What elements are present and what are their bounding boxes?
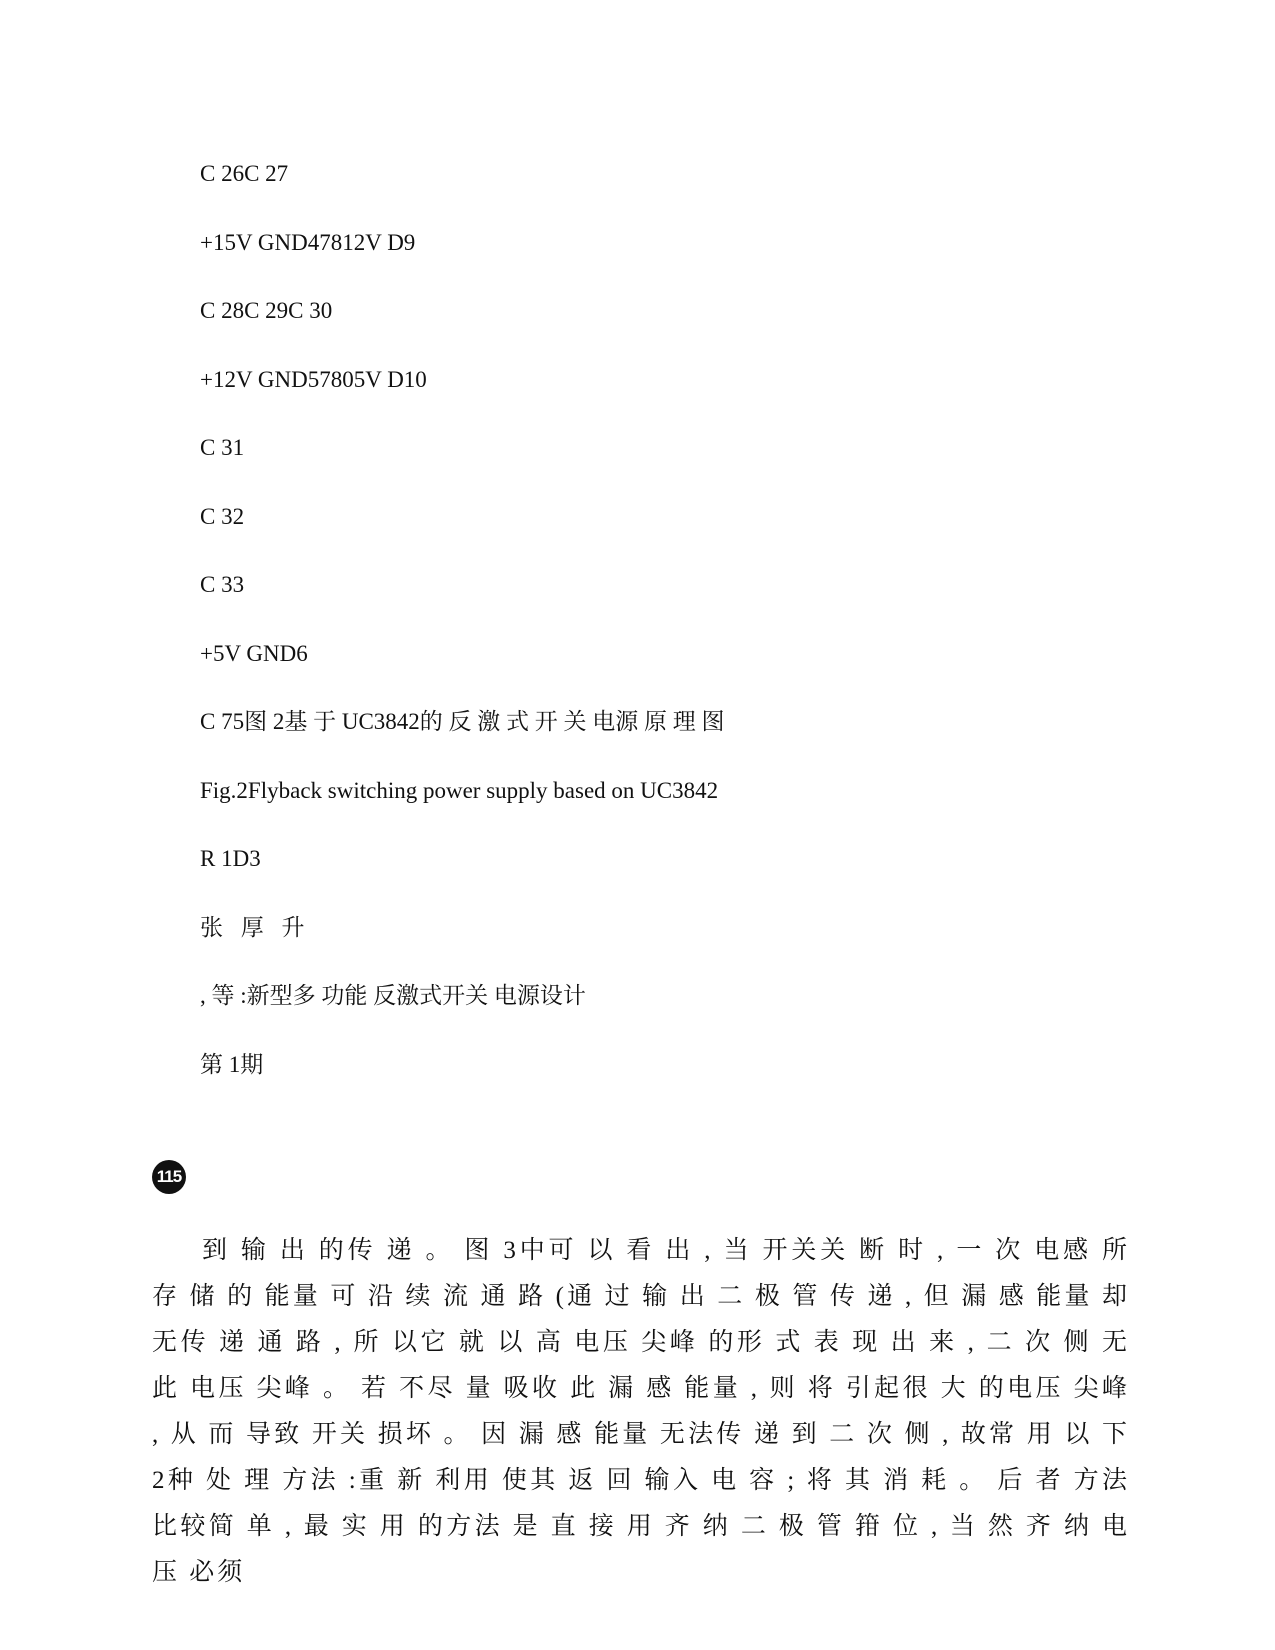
header-issue: 第 1期 (200, 1052, 264, 1077)
figure-caption-chinese: C 75图 2基 于 UC3842的 反 激 式 开 关 电源 原 理 图 (200, 709, 725, 734)
figure-label-15v-gnd4: +15V GND47812V D9 (200, 230, 416, 255)
figure-label-c31: C 31 (200, 435, 245, 460)
figure-caption-english: Fig.2Flyback switching power supply based on UC3842 (200, 778, 719, 803)
figure-label-12v-gnd5: +12V GND57805V D10 (200, 367, 427, 392)
header-author: 张 厚 升 (200, 915, 311, 940)
body-text: 到 输 出 的传 递 。 图 3中可 以 看 出 , 当 开关关 断 时 , 一 次 电感 所 存 储 的 能量 可 沿 续 流 通 路 (通 过 输 出 二 极 管 传 递 , 但 漏 感 能量 却 无传 递 通 路 , 所 以它 就 以 高 电压 尖峰 的形 式 表 现 出 来 , 二 次 侧 无 此 电压 尖峰 。 若 不尽 量 吸收 此 漏 感 能量 , 则 将 引起很 大 的电压 尖峰 , 从 而 导致 开关 损坏 。 因 漏 感 能量 无法传 递 到 二 次 侧 , 故常 用 以 下 2种 处 理 方法 :重 新 利用 使其 返 回 输入 电 容 ; 将 其 消 耗 。 后 者 方法 比较简 单 , 最 实 用 的方法 是 直 接 用 齐 纳 二 极 管 箝 位 , 当 然 齐 纳 电压 必须 (152, 1237, 1130, 1586)
body-paragraph (152, 1228, 1130, 1596)
figure-label-c28-c30: C 28C 29C 30 (200, 298, 333, 323)
figure-label-c33: C 33 (200, 572, 245, 597)
figure-label-c32: C 32 (200, 504, 245, 529)
figure-label-5v-gnd6: +5V GND6 (200, 641, 308, 666)
figure-label-c26-c27: C 26C 27 (200, 161, 289, 186)
page-number-badge: 115 (152, 1160, 186, 1194)
figure-label-r1-d3: R 1D3 (200, 846, 261, 871)
header-title: , 等 :新型多 功能 反激式开关 电源设计 (200, 983, 586, 1008)
